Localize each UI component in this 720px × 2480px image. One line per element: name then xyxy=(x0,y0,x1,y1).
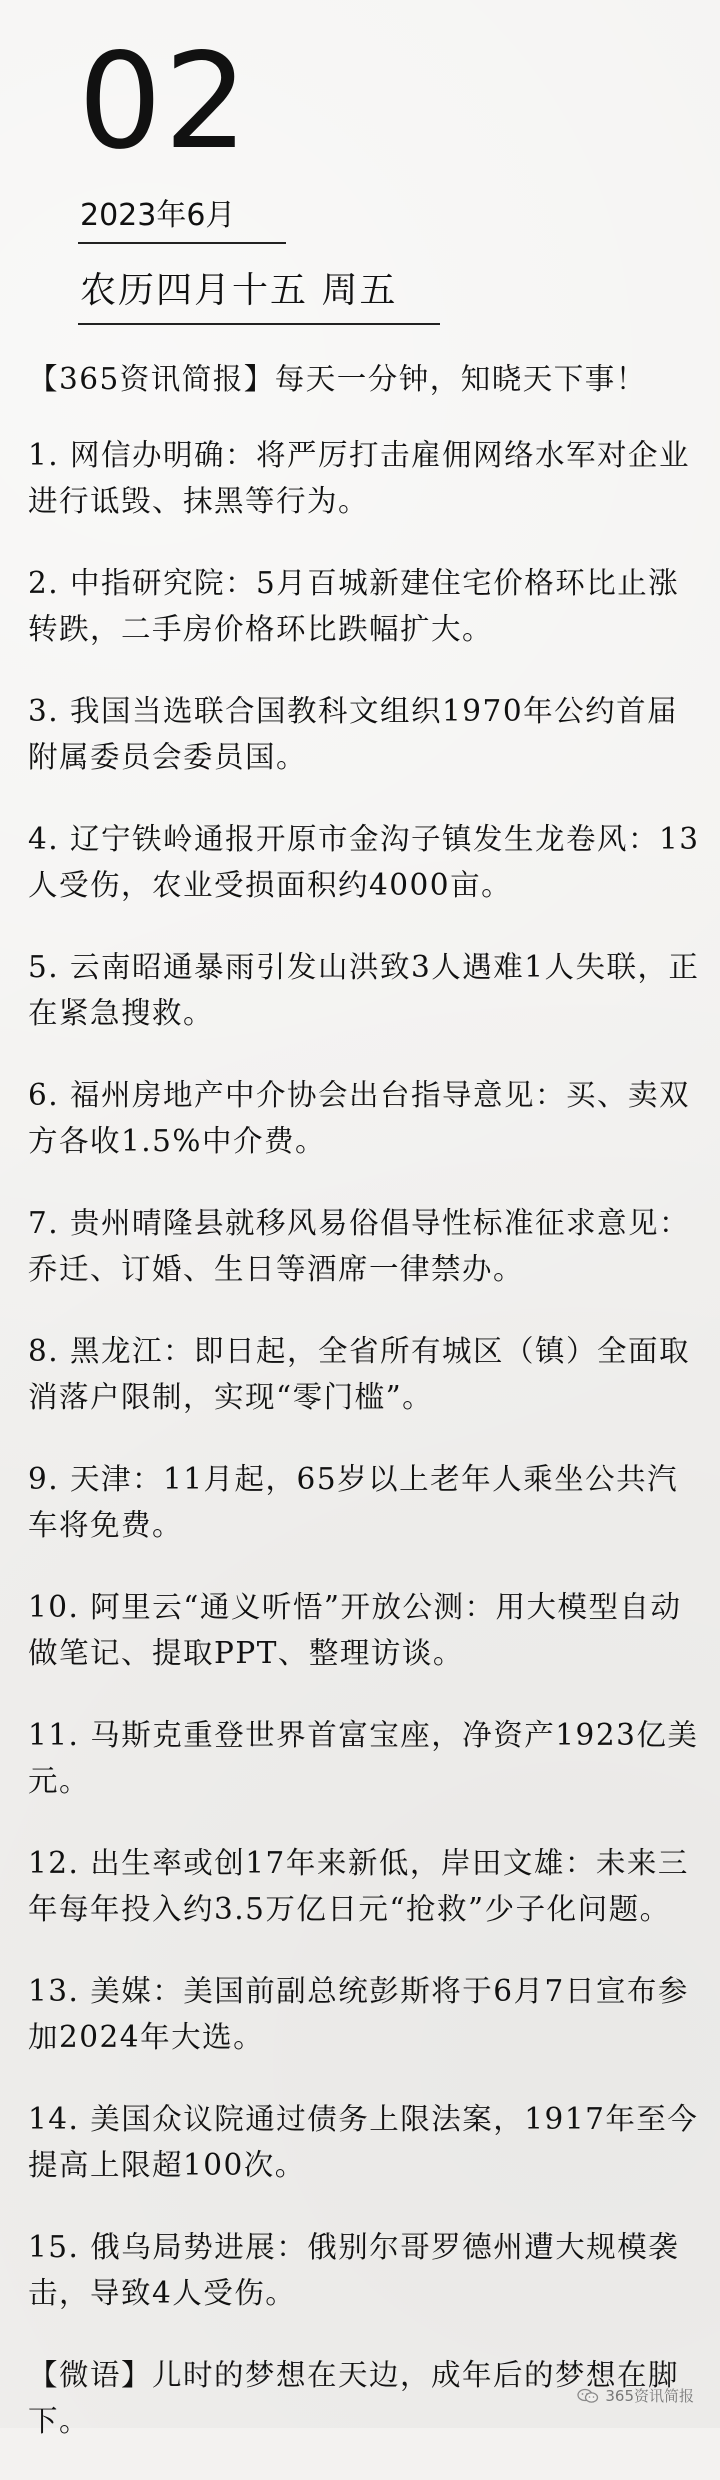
news-item: 13. 美媒：美国前副总统彭斯将于6月7日宣布参加2024年大选。 xyxy=(28,1974,689,2054)
daily-quote: 【微语】儿时的梦想在天边，成年后的梦想在脚下。 xyxy=(28,2358,680,2438)
news-item: 9. 天津：11月起，65岁以上老年人乘坐公共汽车将免费。 xyxy=(28,1462,679,1542)
day-number: 02 xyxy=(78,25,250,179)
news-item: 2. 中指研究院：5月百城新建住宅价格环比止涨转跌，二手房价格环比跌幅扩大。 xyxy=(28,566,680,646)
watermark xyxy=(577,2385,694,2406)
year-month: 2023年6月 xyxy=(78,190,286,244)
news-item: 3. 我国当选联合国教科文组织1970年公约首届附属委员会委员国。 xyxy=(28,694,679,774)
news-item: 6. 福州房地产中介协会出台指导意见：买、卖双方各收1.5%中介费。 xyxy=(28,1078,691,1158)
news-item: 1. 网信办明确：将严厉打击雇佣网络水军对企业进行诋毁、抹黑等行为。 xyxy=(28,438,691,518)
watermark-text: 365资讯简报 xyxy=(605,2387,694,2405)
news-item: 7. 贵州晴隆县就移风易俗倡导性标准征求意见：乔迁、订婚、生日等酒席一律禁办。 xyxy=(28,1206,691,1286)
news-item: 4. 辽宁铁岭通报开原市金沟子镇发生龙卷风：13人受伤，农业受损面积约4000亩。 xyxy=(28,822,700,902)
news-item: 5. 云南昭通暴雨引发山洪致3人遇难1人失联，正在紧急搜救。 xyxy=(28,950,700,1030)
date-block xyxy=(78,25,440,325)
news-item: 15. 俄乌局势进展：俄别尔哥罗德州遭大规模袭击，导致4人受伤。 xyxy=(28,2230,680,2310)
news-item: 11. 马斯克重登世界首富宝座，净资产1923亿美元。 xyxy=(28,1718,699,1798)
lunar-date: 农历四月十五 周五 xyxy=(78,262,440,325)
news-item: 12. 出生率或创17年来新低，岸田文雄：未来三年每年投入约3.5万亿日元“抢救”少子化问题。 xyxy=(28,1846,689,1926)
briefing-header: 【365资讯简报】每天一分钟，知晓天下事！ xyxy=(28,362,647,396)
news-item: 14. 美国众议院通过债务上限法案，1917年至今提高上限超100次。 xyxy=(28,2102,699,2182)
news-item: 8. 黑龙江：即日起，全省所有城区（镇）全面取消落户限制，实现“零门槛”。 xyxy=(28,1334,691,1414)
news-content xyxy=(28,356,700,2480)
wechat-icon xyxy=(577,2388,599,2404)
news-item: 10. 阿里云“通义听悟”开放公测：用大模型自动做笔记、提取PPT、整理访谈。 xyxy=(28,1590,682,1670)
